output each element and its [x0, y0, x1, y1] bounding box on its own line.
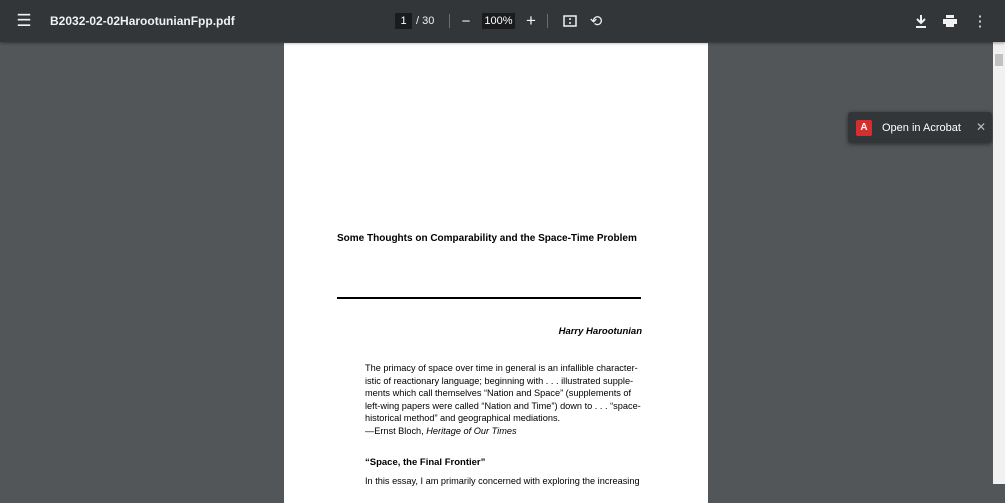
scrollbar-thumb[interactable] — [995, 54, 1003, 66]
zoom-in-icon[interactable]: + — [526, 11, 536, 30]
fit-page-icon[interactable] — [560, 11, 580, 31]
epigraph-line: left-wing papers were called “Nation and Time”) down to . . . “space- — [365, 400, 641, 411]
pdf-toolbar — [0, 0, 1005, 42]
section-heading: “Space, the Final Frontier” — [365, 457, 486, 468]
document-title: Some Thoughts on Comparability and the Space-Time Problem — [337, 233, 637, 244]
scrollbar[interactable] — [993, 42, 1005, 484]
epigraph-line: ments which call themselves “Nation and Space” (supplements of — [365, 388, 632, 399]
epigraph — [365, 362, 641, 438]
epigraph-attribution — [365, 425, 641, 438]
acrobat-icon: A — [856, 120, 872, 136]
open-in-acrobat-button[interactable] — [848, 112, 992, 143]
epigraph-line: The primacy of space over time in general is an infallible character- — [365, 363, 638, 373]
zoom-out-icon[interactable]: − — [461, 12, 471, 30]
pdf-page — [284, 43, 708, 503]
attribution-title: Heritage of Our Times — [426, 425, 517, 436]
close-icon[interactable]: ✕ — [975, 120, 986, 134]
open-in-acrobat-label: Open in Acrobat — [882, 121, 961, 134]
body-text: In this essay, I am primarily concerned with exploring the increasing — [365, 476, 640, 486]
divider — [547, 14, 548, 28]
more-options-icon[interactable]: ⋮ — [972, 13, 988, 30]
file-name: B2032-02-02HarootunianFpp.pdf — [50, 14, 235, 28]
epigraph-line: istic of reactionary language; beginning with . . . illustrated supple- — [365, 375, 634, 386]
epigraph-line: historical method” and geographical mediations. — [365, 413, 561, 424]
menu-icon[interactable]: ☰ — [16, 11, 32, 30]
rotate-icon[interactable]: ⟲ — [589, 13, 603, 30]
download-icon[interactable] — [911, 11, 931, 31]
print-icon[interactable] — [940, 11, 960, 31]
page-total: / 30 — [416, 15, 435, 27]
page-number-input[interactable]: 1 — [395, 13, 412, 29]
document-author: Harry Harootunian — [558, 326, 642, 337]
divider — [449, 14, 450, 28]
title-rule — [337, 297, 641, 299]
attribution-author: —Ernst Bloch, — [365, 425, 427, 436]
zoom-input[interactable]: 100% — [482, 13, 515, 29]
